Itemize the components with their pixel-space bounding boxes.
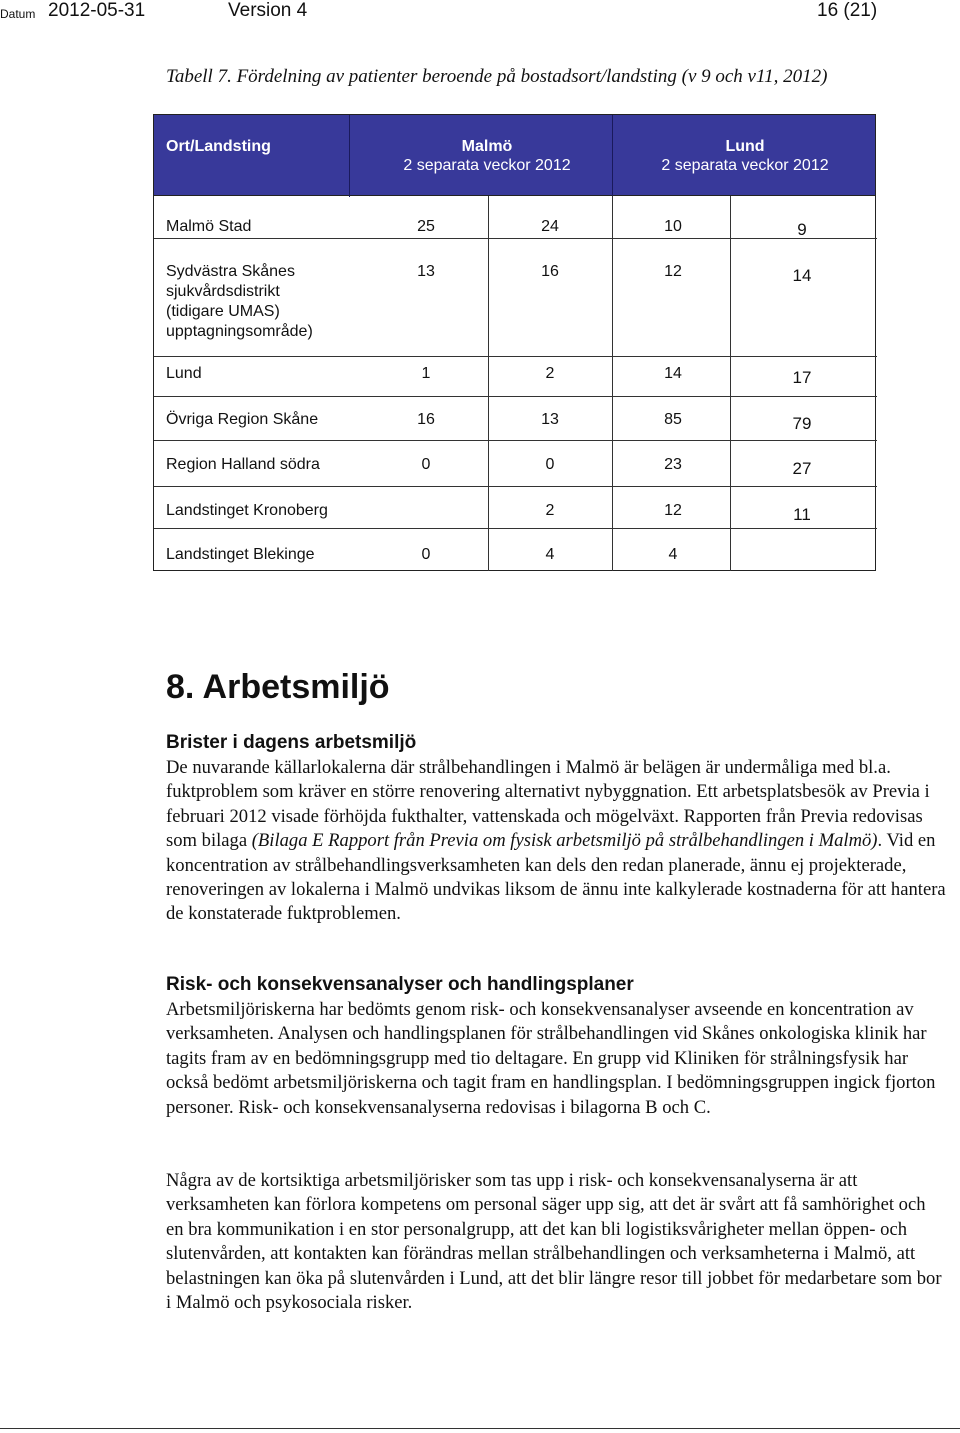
paragraph-text: . Vid en koncentration av strålbehandlingsverksamheten kan dels den redan planerade, ännu ej projekterade, renoveringen av lokalerna i Malmö undvikas liksom de ännu inte kalkylerade kostnaderna för att hantera de konstaterade fuktproblemen. [166,830,946,925]
row-value: 0 [421,546,431,563]
row-value: 85 [664,411,682,428]
patient-distribution-table [153,114,876,571]
row-value: 23 [664,456,682,473]
row-value: 14 [792,266,812,285]
row-value: 24 [541,218,559,235]
row-value: 10 [664,218,682,235]
row-value: 0 [545,456,555,473]
document-version: Version 4 [228,0,308,21]
row-value: 11 [793,505,811,524]
row-place: Övriga Region Skåne [166,411,319,428]
row-place: Sydvästra Skånes sjukvårdsdistrikt (tidigare UMAS) upptagningsområde) [166,263,313,340]
subheading-risk: Risk- och konsekvensanalyser och handlingsplaner [166,974,634,995]
page-header [0,0,960,24]
header-divider [349,115,350,197]
row-place: Landstinget Kronoberg [166,502,328,519]
row-value: 25 [417,218,435,235]
row-value: 2 [545,502,555,519]
row-divider [154,486,877,487]
row-value: 79 [792,414,812,433]
row-divider [154,238,877,239]
row-value: 9 [797,220,807,239]
row-value: 17 [792,368,812,387]
table-header [153,114,876,196]
table-body [153,196,876,571]
header-lund-title: Lund [725,138,765,155]
column-divider [612,196,613,571]
row-value: 0 [421,456,431,473]
row-place: Region Halland södra [166,456,320,473]
column-divider [488,196,489,571]
paragraph-risk: Arbetsmiljöriskerna har bedömts genom risk- och konsekvensanalyser avseende en koncentration av verksamheten. Analysen och handlingsplanen för strålbehandlingen vid Skånes onkologiska klinik har tagits fram av en bedömningsgrupp med tio deltagare. En grupp vid Kliniken för strålningsfysik har också bedömt arbetsmiljöriskerna och tagit fram en handlingsplan. I bedömningsgruppen ingick fjorton personer. Risk- och konsekvensanalyserna redovisas i bilagorna B och C. [166,999,936,1118]
subheading-brister: Brister i dagens arbetsmiljö [166,732,417,753]
header-place: Ort/Landsting [166,138,271,155]
row-value: 12 [664,263,682,280]
row-divider [154,396,877,397]
row-value: 2 [545,365,555,382]
page-number: 16 (21) [817,0,878,21]
header-lund [614,137,876,175]
document-date: 2012-05-31 [48,0,146,21]
header-malmo [354,137,620,175]
datum-label: Datum [0,7,36,21]
paragraph-brister [166,756,946,927]
row-value: 13 [541,411,559,428]
header-lund-sub: 2 separata veckor 2012 [661,157,829,174]
column-divider [730,196,731,571]
table-caption: Tabell 7. Fördelning av patienter beroende på bostadsort/landsting (v 9 och v11, 2012) [166,66,828,87]
row-divider [154,440,877,441]
row-place: Malmö Stad [166,218,252,235]
row-value: 16 [541,263,559,280]
row-value: 4 [545,546,555,563]
footer-rule [0,1428,960,1429]
row-divider [154,528,877,529]
row-value: 13 [417,263,435,280]
header-malmo-sub: 2 separata veckor 2012 [403,157,571,174]
row-value: 16 [417,411,435,428]
row-value: 1 [421,365,431,382]
row-divider [154,356,877,357]
section-title: 8. Arbetsmiljö [166,668,390,706]
row-value: 27 [792,459,812,478]
row-value: 4 [668,546,678,563]
row-place: Landstinget Blekinge [166,546,315,563]
paragraph-italic-ref: (Bilaga E Rapport från Previa om fysisk arbetsmiljö på strålbehandlingen i Malmö) [251,830,878,852]
paragraph-risks-list: Några av de kortsiktiga arbetsmiljörisker som tas upp i risk- och konsekvensanalyserna är att verksamheten kan förlora kompetens om personal säger upp sig, att det är svårt att få samhörighet och en bra kommunikation i en stor personalgrupp, att det kan bli logistiksvårigheter mellan öppen- och slutenvården, att kontakten kan förändras mellan strålbehandlingen och verksamheterna i Malmö, att belastningen kan öka på slutenvården i Lund, att det blir längre resor till jobbet för medarbetare som bor i Malmö och psykosociala risker. [166,1170,942,1314]
paragraph-text: De nuvarande källarlokalerna där strålbehandlingen i Malmö är belägen är undermåliga med bl.a. fuktproblem som kräver en större renovering alternativt nybyggnation. Ett arbetsplatsbesök av Previa i februari 2012 visade förhöjda fukthalter, vattenskada och mögelväxt. Rapporten från Previa redovisas som bilaga [166,757,930,852]
row-place: Lund [166,365,202,382]
row-value: 14 [664,365,682,382]
row-value: 12 [664,502,682,519]
header-malmo-title: Malmö [461,138,513,155]
